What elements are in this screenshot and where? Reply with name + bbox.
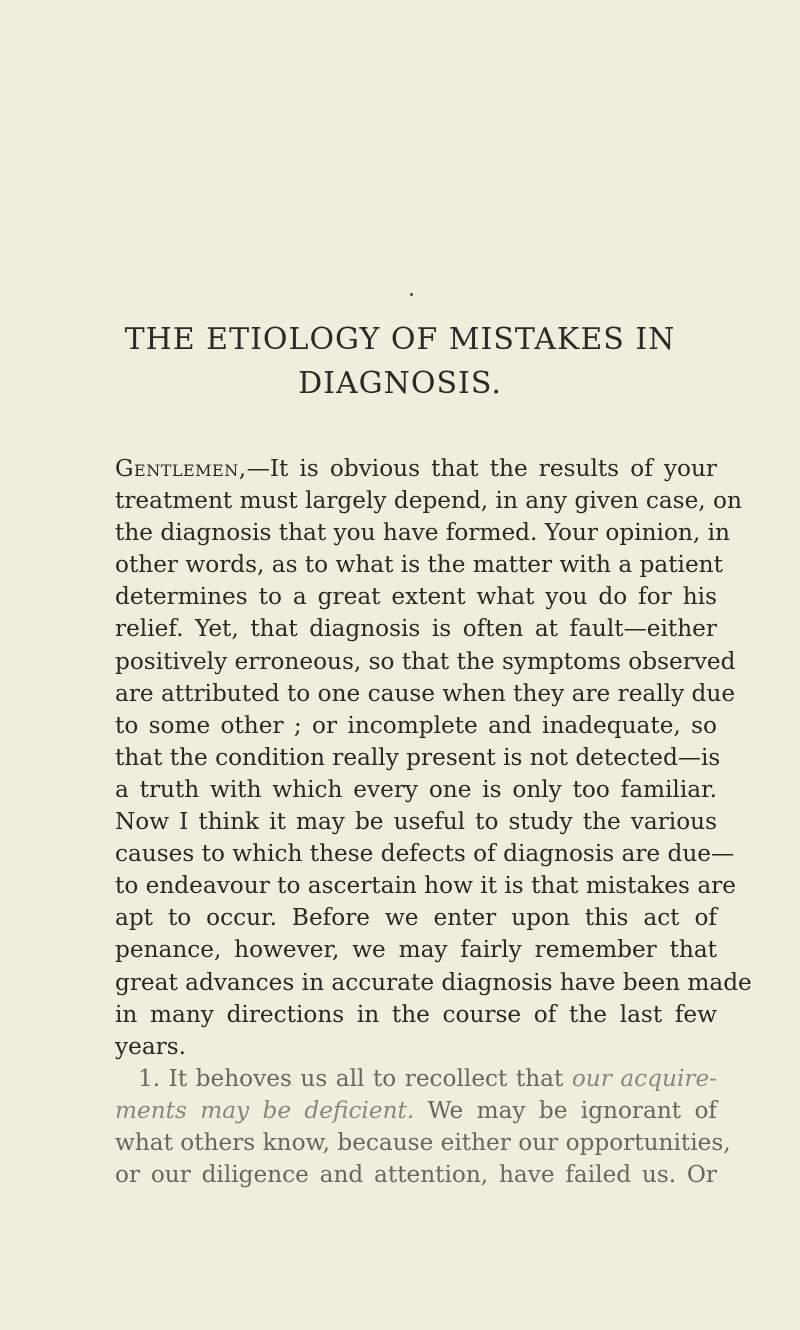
text-line: the diagnosis that you have formed. Your opinion, in [115,519,730,547]
text-line: Gentlemen,—It is obvious that the results of your [115,455,717,482]
text-line: Now I think it may be useful to study the various [115,808,717,836]
text-line: that the condition really present is not detected—is [115,743,721,771]
text-line: years. [115,1032,187,1060]
italic-phrase: ments may be deficient. [115,1096,415,1124]
text-line: other words, as to what is the matter with a patient [115,551,723,579]
page-mark [410,293,413,296]
text-line: to endeavour to ascertain how it is that mistakes are [115,872,736,900]
text-line: to some other ; or incomplete and inadequate, so [115,711,717,739]
text-line: apt to occur. Before we enter upon this act of [115,904,717,932]
chapter-title-line-2: DIAGNOSIS. [298,366,502,401]
text-line: relief. Yet, that diagnosis is often at fault—either [115,615,717,643]
chapter-title-line-1: THE ETIOLOGY OF MISTAKES IN [124,322,676,357]
salutation: Gentlemen, [115,455,247,482]
text-line: a truth with which every one is only too familiar. [115,775,717,803]
text-line: or our diligence and attention, have failed us. Or [115,1161,717,1189]
text-line: what others know, because either our opportunities, [115,1128,731,1156]
text-line: are attributed to one cause when they are really due [115,679,736,707]
text-line: ments may be deficient. We may be ignorant of [115,1096,717,1124]
text-line: treatment must largely depend, in any given case, on [115,487,742,515]
text-line: great advances in accurate diagnosis have been made [115,968,752,996]
italic-phrase: our acquire- [571,1064,718,1092]
text-line: determines to a great extent what you do for his [115,583,717,611]
text-line: positively erroneous, so that the symptoms observed [115,647,736,675]
body-text [115,453,752,1191]
text-line: in many directions in the course of the last few [115,1000,717,1028]
text-line: 1. It behoves us all to recollect that our acquire- [138,1064,718,1092]
text-line: causes to which these defects of diagnosis are due— [115,840,735,868]
text-line: penance, however, we may fairly remember that [115,936,717,964]
